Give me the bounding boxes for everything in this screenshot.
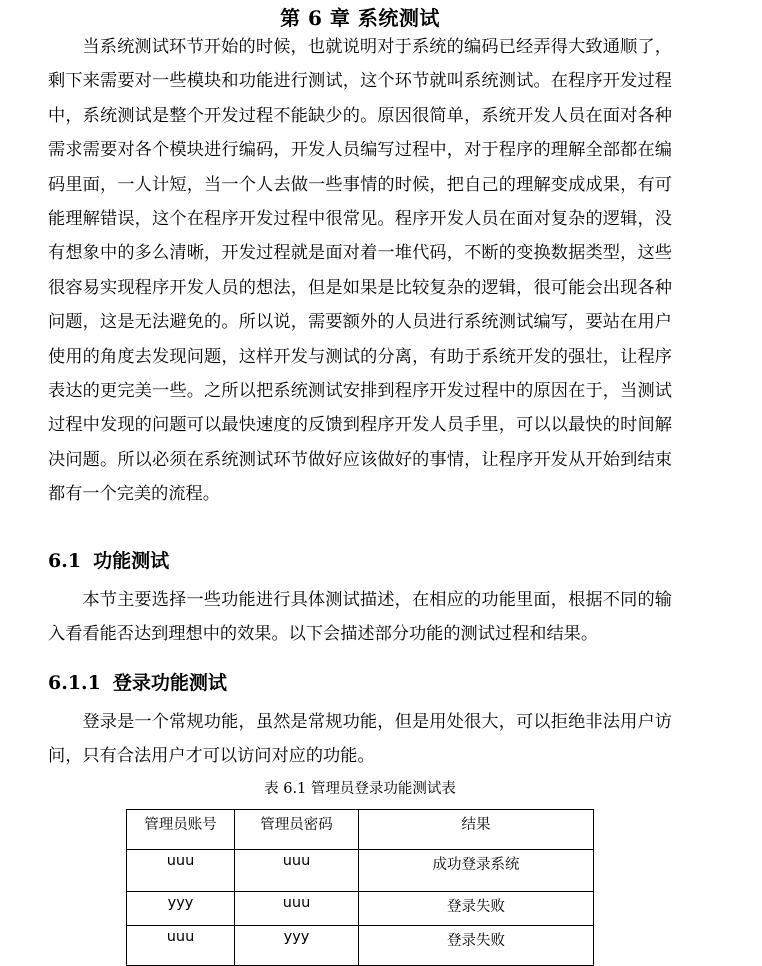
table-row	[127, 926, 594, 966]
subsection-title: 登录功能测试	[112, 672, 227, 694]
section-6-1-paragraph: 本节主要选择一些功能进行具体测试描述，在相应的功能里面，根据不同的输入看看能否达到理想中的效果。以下会描述部分功能的测试过程和结果。	[48, 590, 672, 645]
cell-password: uuu	[235, 892, 359, 926]
section-6-1-1-paragraph: 登录是一个常规功能，虽然是常规功能，但是用处很大，可以拒绝非法用户访问，只有合法用户才可以访问对应的功能。	[48, 712, 672, 767]
login-test-table	[126, 809, 594, 966]
cell-password: uuu	[235, 850, 359, 892]
section-number: 6.1	[48, 550, 82, 572]
section-heading-6-1-1	[48, 669, 227, 697]
cell-account: uuu	[127, 850, 235, 892]
section-heading-6-1	[48, 547, 169, 575]
table-caption: 表 6.1 管理员登录功能测试表	[264, 781, 456, 797]
table-row	[127, 892, 594, 926]
cell-result: 成功登录系统	[359, 850, 594, 892]
cell-result: 登录失败	[359, 892, 594, 926]
header-admin-account: 管理员账号	[127, 810, 235, 850]
table-row	[127, 850, 594, 892]
subsection-number: 6.1.1	[48, 672, 101, 694]
cell-result: 登录失败	[359, 926, 594, 966]
header-result: 结果	[359, 810, 594, 850]
intro-paragraph: 当系统测试环节开始的时候，也就说明对于系统的编码已经弄得大致通顺了，剩下来需要对一些模块和功能进行测试，这个环节就叫系统测试。在程序开发过程中，系统测试是整个开发过程不能缺少的。原因很简单，系统开发人员在面对各种需求需要对各个模块进行编码，开发人员编写过程中，对于程序的理解全部都在编码里面，一人计短，当一个人去做一些事情的时候，把自己的理解变成成果，有可能理解错误，这个在程序开发过程中很常见。程序开发人员在面对复杂的逻辑，没有想象中的多么清晰，开发过程就是面对着一堆代码，不断的变换数据类型，这些很容易实现程序开发人员的想法，但是如果是比较复杂的逻辑，很可能会出现各种问题，这是无法避免的。所以说，需要额外的人员进行系统测试编写，要站在用户使用的角度去发现问题，这样开发与测试的分离，有助于系统开发的强壮，让程序表达的更完美一些。之所以把系统测试安排到程序开发过程中的原因在于，当测试过程中发现的问题可以最快速度的反馈到程序开发人员手里，可以以最快的时间解决问题。所以必须在系统测试环节做好应该做好的事情，让程序开发从开始到结束都有一个完美的流程。	[48, 37, 672, 505]
cell-password: yyy	[235, 926, 359, 966]
cell-account: yyy	[127, 892, 235, 926]
header-admin-password: 管理员密码	[235, 810, 359, 850]
table-header-row	[127, 810, 594, 850]
cell-account: uuu	[127, 926, 235, 966]
chapter-title: 第 6 章 系统测试	[280, 6, 440, 30]
section-title: 功能测试	[93, 550, 170, 572]
